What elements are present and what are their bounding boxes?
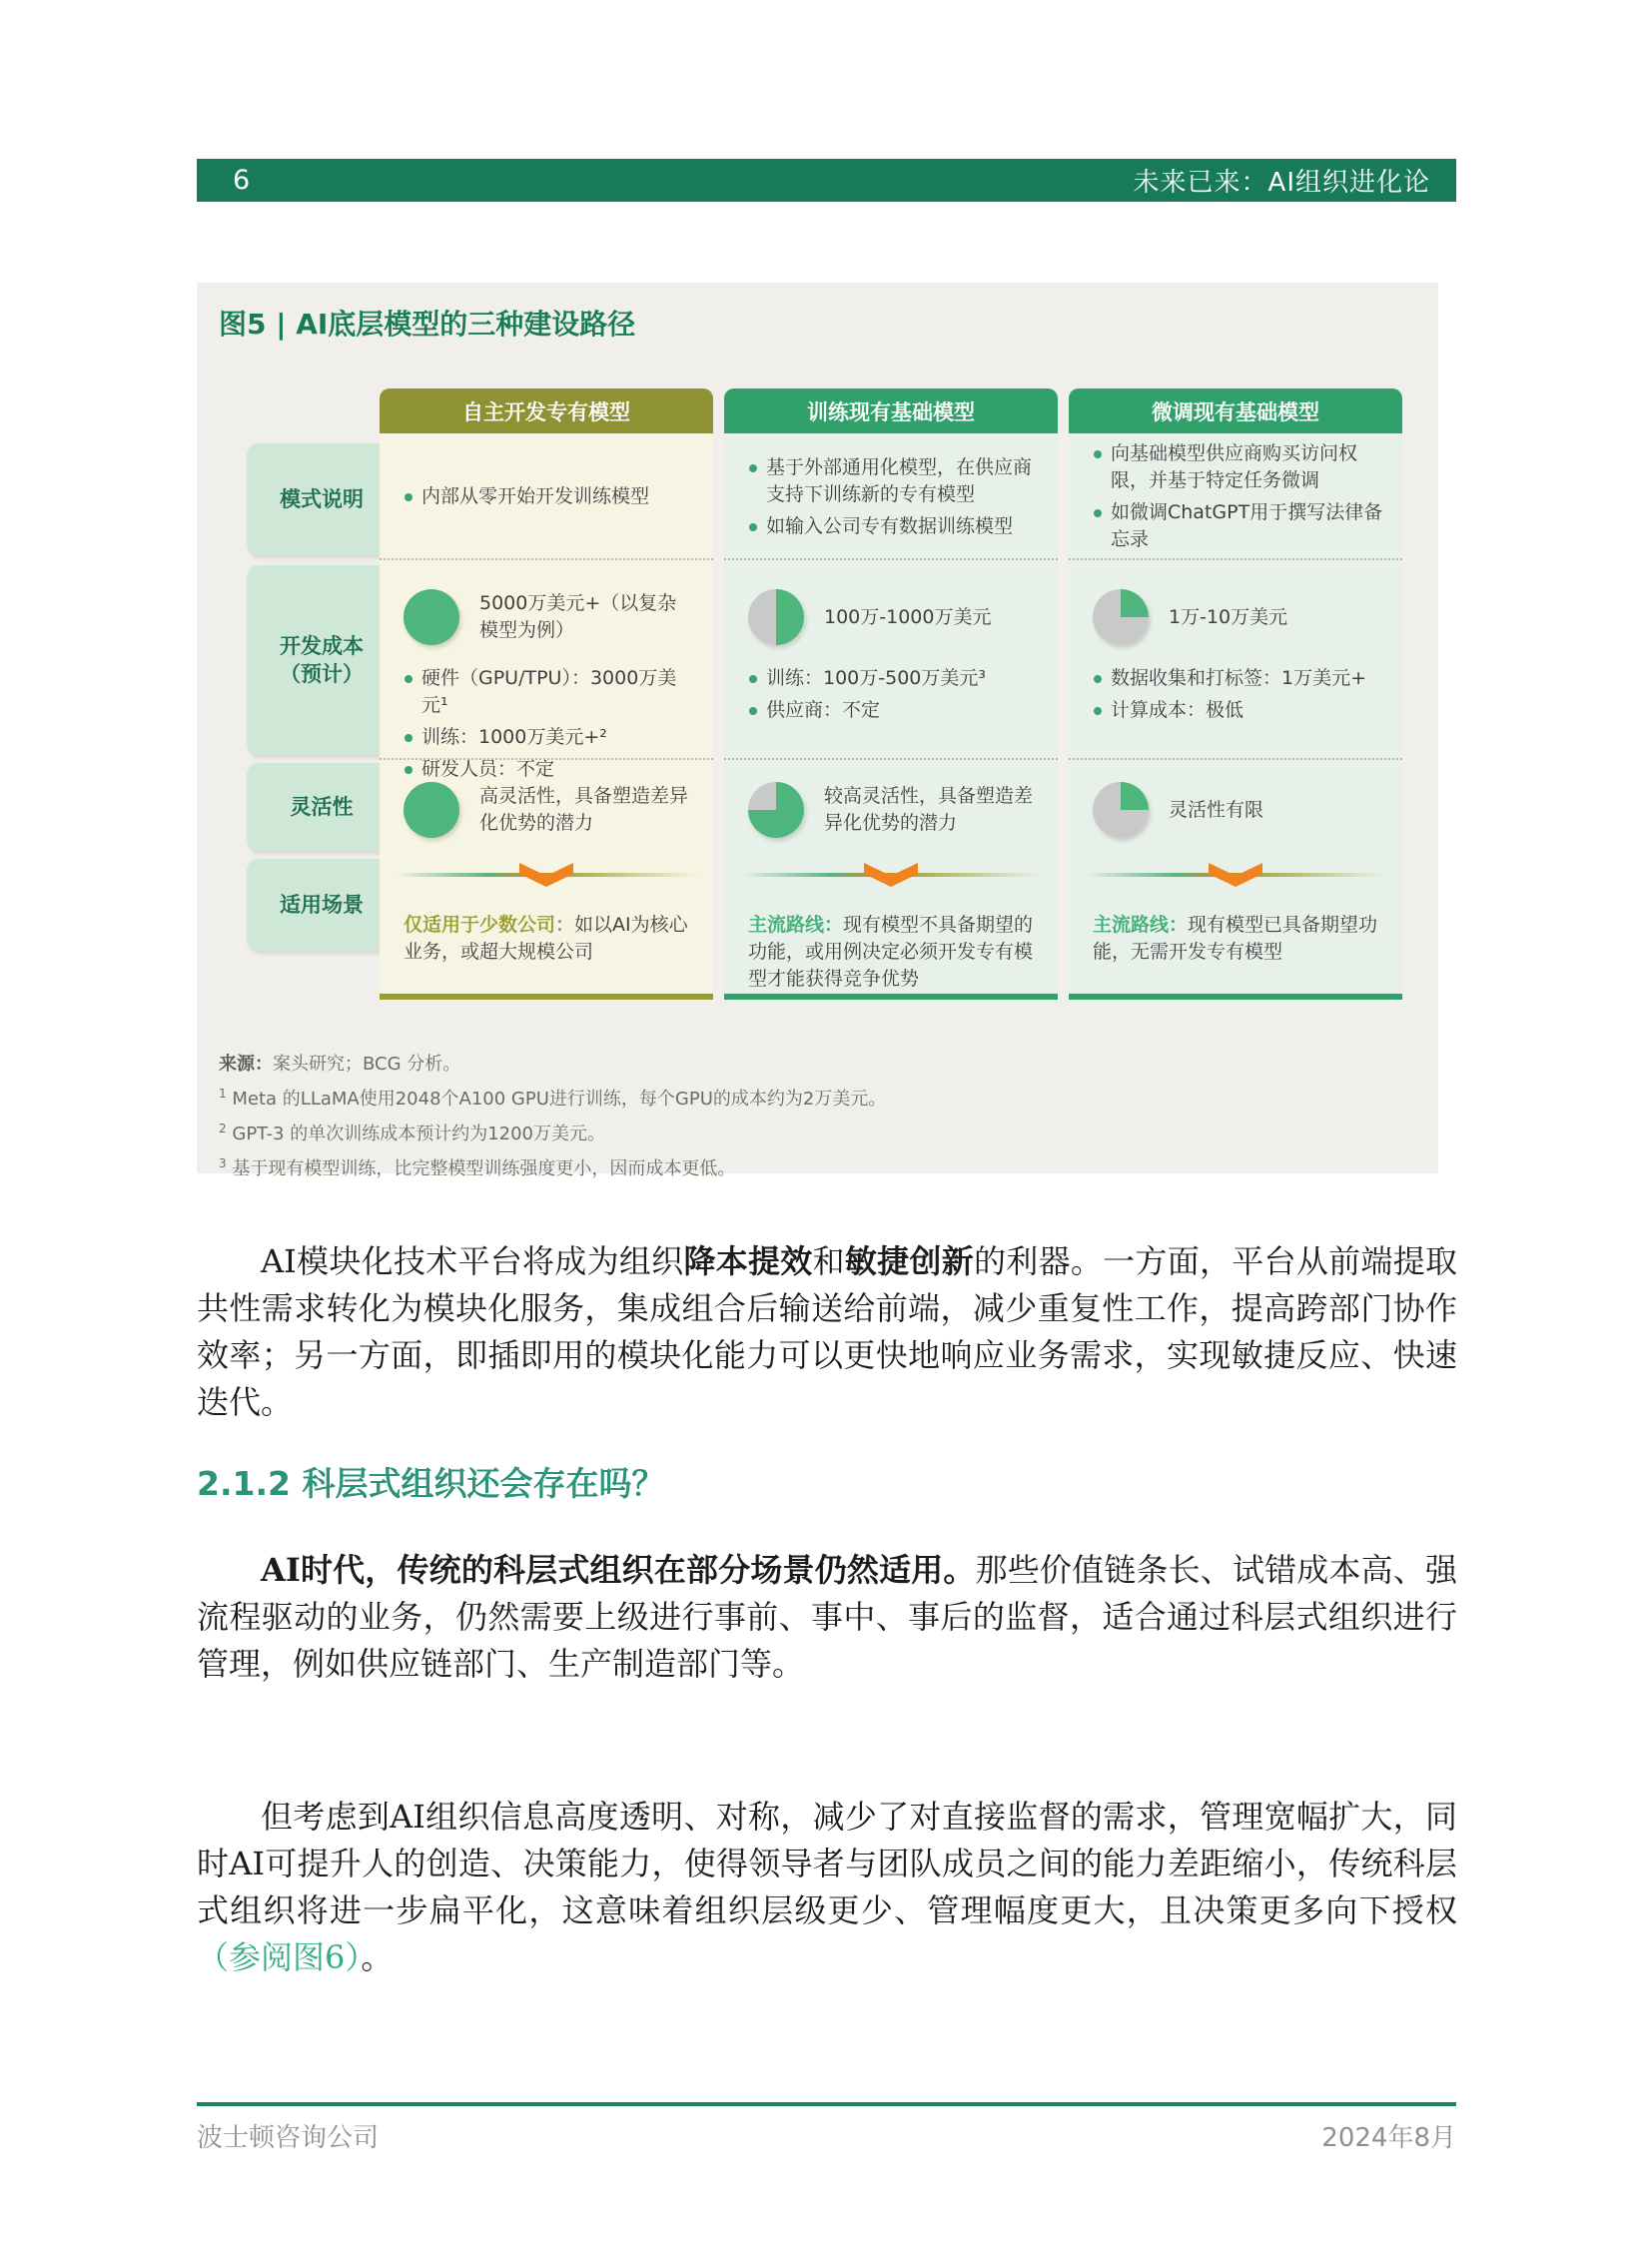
source-label: 来源：: [219, 1054, 273, 1075]
figure-table: [197, 388, 1438, 1000]
cost-cell: [1069, 558, 1402, 758]
scenario-cell: [380, 898, 713, 994]
flexibility-cell: [1069, 758, 1402, 898]
column-body: [380, 433, 713, 1000]
paragraph-hierarchy-applicable: AI时代，传统的科层式组织在部分场景仍然适用。那些价值链条长、试错成本高、强流程驱动的业务，仍然需要上级进行事前、事中、事后的监督，适合通过科层式组织进行管理，例如供应链部门、生产制造部门等。: [197, 1551, 1457, 1683]
footer-date: 2024年8月: [1321, 2123, 1456, 2153]
chevron-down-icon: [864, 863, 918, 888]
mode-cell: [724, 433, 1058, 558]
scenario-text: 现有模型不具备期望的功能，或用例决定必须开发专有模型才能获得竞争优势: [748, 914, 1034, 990]
footnote-2: $^2$ GPT-3 的单次训练成本预计约为1200万美元。: [219, 1121, 605, 1144]
scenario-text: 现有模型已具备期望功能，无需开发专有模型: [1093, 914, 1378, 963]
bullet-item: 数据收集和打标签：1万美元+: [1093, 665, 1384, 692]
column-header-finetune-existing: 微调现有基础模型: [1069, 388, 1402, 433]
section-heading-2-1-2: 2.1.2 科层式组织还会存在吗？: [197, 1464, 665, 1503]
bullet-item: 研发人员：不定: [404, 756, 695, 783]
cost-headline: 1万-10万美元: [1169, 605, 1288, 628]
cost-pie-icon: [404, 589, 459, 645]
body-text: [197, 1238, 1457, 1981]
column-body: [1069, 433, 1402, 1000]
column-train-existing-model: [724, 388, 1058, 1000]
cost-pie-icon: [748, 589, 804, 645]
bullet-item: 计算成本：极低: [1093, 697, 1384, 724]
page-number: 6: [233, 165, 251, 196]
document-title: 未来已来：AI组织进化论: [1133, 168, 1430, 198]
cost-cell: [380, 558, 713, 780]
flexibility-pie-icon: [404, 782, 459, 838]
scenario-cell: [1069, 898, 1402, 994]
bullet-item: 如微调ChatGPT用于撰写法律备忘录: [1093, 499, 1384, 553]
scenario-lead: 主流路线：: [748, 914, 844, 936]
source-line: [219, 1050, 1438, 1079]
bullet-item: 如输入公司专有数据训练模型: [748, 513, 1040, 540]
mode-cell: [1069, 433, 1402, 558]
flexibility-text: 灵活性有限: [1169, 798, 1264, 821]
chevron-divider: [1085, 862, 1386, 888]
cost-cell: [724, 558, 1058, 758]
flexibility-text: 较高灵活性，具备塑造差异化优势的潜力: [824, 785, 1034, 834]
row-label-flexibility: 灵活性: [247, 763, 397, 851]
page-header-bar: [197, 159, 1456, 202]
flexibility-text: 高灵活性，具备塑造差异化优势的潜力: [479, 785, 689, 834]
bullet-item: 训练：100万-500万美元³: [748, 665, 1040, 692]
column-body: [724, 433, 1058, 1000]
bullet-item: 供应商：不定: [748, 697, 1040, 724]
scenario-text: 如以AI为核心业务，或超大规模公司: [404, 914, 688, 963]
footnote-3: $^3$ 基于现有模型训练，比完整模型训练强度更小，因而成本更低。: [219, 1156, 736, 1179]
paragraph-ai-platform: AI模块化技术平台将成为组织降本提效和敏捷创新的利器。一方面，平台从前端提取共性需求转化为模块化服务，集成组合后输送给前端，减少重复性工作，提高跨部门协作效率；另一方面，即插即用的模块化能力可以更快地响应业务需求，实现敏捷反应、快速迭代。: [197, 1242, 1457, 1421]
bullet-item: 训练：1000万美元+²: [404, 724, 695, 751]
flexibility-pie-icon: [1093, 782, 1149, 838]
scenario-lead: 仅适用于少数公司：: [404, 914, 575, 936]
scenario-lead: 主流路线：: [1093, 914, 1189, 936]
cost-headline: 5000万美元+（以复杂模型为例）: [479, 592, 677, 641]
source-text: 案头研究；BCG 分析。: [273, 1054, 461, 1075]
chevron-divider: [396, 862, 697, 888]
row-label-cost: 开发成本（预计）: [247, 565, 397, 755]
figure-6-reference-link[interactable]: （参阅图6）: [197, 1938, 362, 1976]
cost-headline: 100万-1000万美元: [824, 605, 992, 628]
bullet-item: 硬件（GPU/TPU）：3000万美元¹: [404, 665, 695, 719]
footnote-1: $^1$ Meta 的LLaMA使用2048个A100 GPU进行训练，每个GPU的成本约为2万美元。: [219, 1087, 887, 1110]
mode-cell: [380, 433, 713, 558]
row-label-scenario: 适用场景: [247, 859, 397, 951]
chevron-divider: [740, 862, 1042, 888]
column-self-developed-model: [380, 388, 713, 1000]
page-footer: [197, 2117, 1456, 2154]
flexibility-cell: [724, 758, 1058, 898]
figure-title: 图5 | AI底层模型的三种建设路径: [219, 308, 636, 341]
column-header-train-existing: 训练现有基础模型: [724, 388, 1058, 433]
chevron-down-icon: [519, 863, 573, 888]
scenario-cell: [724, 898, 1058, 994]
column-header-self-developed: 自主开发专有模型: [380, 388, 713, 433]
paragraph-flattening: 但考虑到AI组织信息高度透明、对称，减少了对直接监督的需求，管理宽幅扩大，同时AI可提升人的创造、决策能力，使得领导者与团队成员之间的能力差距缩小，传统科层式组织将进一步扁平化，这意味着组织层级更少、管理幅度更大，且决策更多向下授权（参阅图6）。: [197, 1798, 1457, 1976]
figure-5-panel: [197, 283, 1438, 1179]
bullet-item: 基于外部通用化模型，在供应商支持下训练新的专有模型: [748, 454, 1040, 508]
row-label-mode: 模式说明: [247, 443, 397, 555]
footer-divider-line: [197, 2102, 1456, 2106]
flexibility-pie-icon: [748, 782, 804, 838]
bullet-item: 向基础模型供应商购买访问权限，并基于特定任务微调: [1093, 440, 1384, 494]
row-label-column: [247, 388, 397, 951]
flexibility-cell: [380, 758, 713, 898]
chevron-down-icon: [1209, 863, 1262, 888]
column-finetune-existing-model: [1069, 388, 1402, 1000]
cost-pie-icon: [1093, 589, 1149, 645]
figure-notes: [219, 1050, 1438, 1183]
footer-company: 波士顿咨询公司: [197, 2123, 380, 2153]
bullet-item: 内部从零开始开发训练模型: [404, 483, 695, 510]
